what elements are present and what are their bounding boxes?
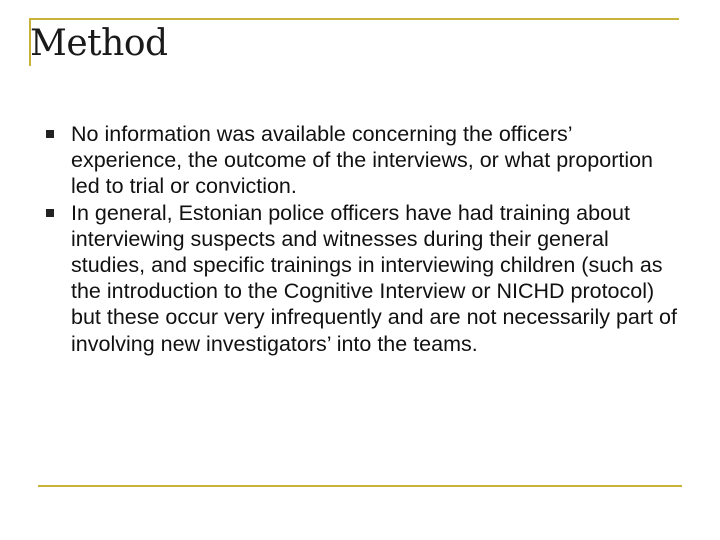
bullet-item xyxy=(46,200,686,357)
slide-title: Method xyxy=(30,23,168,64)
title-frame-top-line xyxy=(29,18,679,20)
bullet-text: No information was available concerning the officers’ experience, the outcome of the interviews, or what proportion led to trial or conviction. xyxy=(71,122,654,199)
bullet-item xyxy=(46,121,686,200)
bullet-text: In general, Estonian police officers have had training about interviewing suspects and witnesses during their general studies, and specific trainings in interviewing children (such as the introduction to the Cognitive Interview or NICHD protocol) but these occur very infrequently and are not necessarily part of involving new investigators’ into the teams. xyxy=(71,200,677,356)
square-bullet-icon xyxy=(46,209,54,217)
footer-divider-line xyxy=(38,485,682,487)
bullet-list xyxy=(46,121,686,357)
square-bullet-icon xyxy=(46,130,54,138)
